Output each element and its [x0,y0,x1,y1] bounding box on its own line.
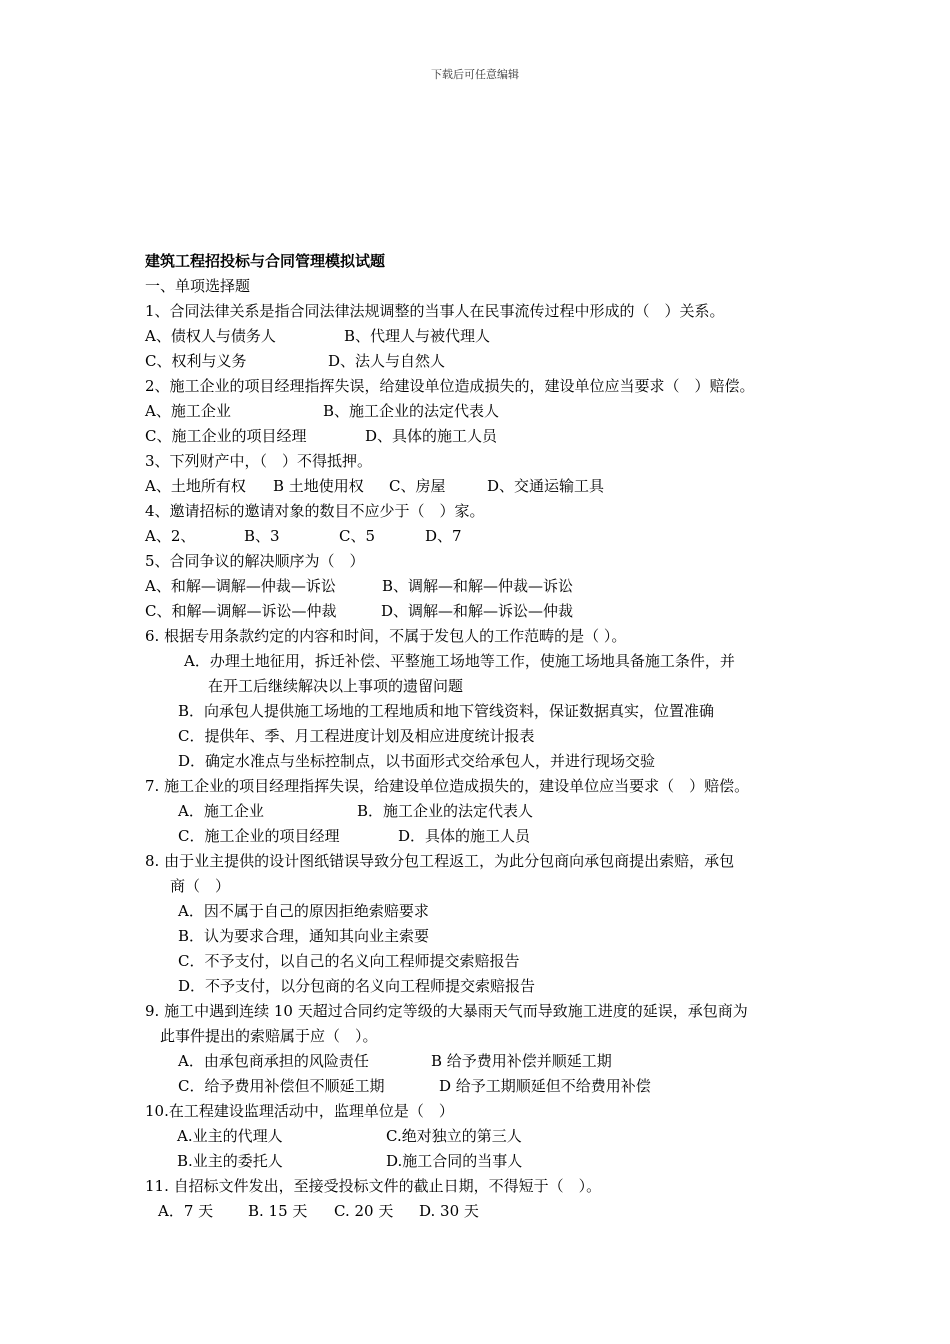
q1-option-d: D、法人与自然人 [328,352,446,370]
document-title: 建筑工程招投标与合同管理模拟试题 [145,252,386,270]
question-8: 8. 由于业主提供的设计图纸错误导致分包工程返工，为此分包商向承包商提出索赔，承包 [145,852,735,870]
question-9-continued: 此事件提出的索赔属于应（ ）。 [160,1027,378,1045]
question-7: 7. 施工企业的项目经理指挥失误，给建设单位造成损失的，建设单位应当要求（ ）赔偿。 [145,777,750,795]
question-4: 4、邀请招标的邀请对象的数目不应少于（ ）家。 [145,502,485,520]
q4-option-b: B、3 [244,527,280,545]
q3-option-c: C、房屋 [389,477,446,495]
q6-option-a-continued: 在开工后继续解决以上事项的遗留问题 [208,677,464,695]
question-2: 2、施工企业的项目经理指挥失误，给建设单位造成损失的，建设单位应当要求（ ）赔偿。 [145,377,755,395]
q1-option-b: B、代理人与被代理人 [344,327,491,345]
q8-option-c: C．不予支付，以自己的名义向工程师提交索赔报告 [178,952,520,970]
q6-option-d: D．确定水准点与坐标控制点，以书面形式交给承包人，并进行现场交验 [178,752,656,770]
q2-option-b: B、施工企业的法定代表人 [323,402,500,420]
question-1: 1、合同法律关系是指合同法律法规调整的当事人在民事流传过程中形成的（ ）关系。 [145,302,725,320]
q1-option-a: A、债权人与债务人 [145,327,276,345]
q7-option-b: B．施工企业的法定代表人 [357,802,534,820]
q5-option-d: D、调解—和解—诉讼—仲裁 [381,602,574,620]
q11-option-d: D. 30 天 [419,1202,479,1220]
question-11: 11. 自招标文件发出，至接受投标文件的截止日期，不得短于（ ）。 [145,1177,602,1195]
q7-option-d: D．具体的施工人员 [398,827,531,845]
q3-option-b: B 土地使用权 [273,477,364,495]
q1-option-c: C、权利与义务 [145,352,247,370]
q7-option-a: A．施工企业 [178,802,264,820]
question-8-continued: 商（ ） [170,877,231,895]
q8-option-d: D．不予支付，以分包商的名义向工程师提交索赔报告 [178,977,536,995]
q9-option-c: C．给予费用补偿但不顺延工期 [178,1077,385,1095]
q3-option-a: A、土地所有权 [145,477,246,495]
q6-option-b: B．向承包人提供施工场地的工程地质和地下管线资料，保证数据真实，位置准确 [178,702,715,720]
q9-option-d: D 给予工期顺延但不给费用补偿 [439,1077,651,1095]
q5-option-b: B、调解—和解—仲裁—诉讼 [382,577,574,595]
q10-option-a: A.业主的代理人 [177,1127,283,1145]
question-10: 10.在工程建设监理活动中，监理单位是（ ） [145,1102,454,1120]
q6-option-c: C．提供年、季、月工程进度计划及相应进度统计报表 [178,727,535,745]
q6-option-a: A．办理土地征用，拆迁补偿、平整施工场地等工作，使施工场地具备施工条件，并 [184,652,735,670]
q8-option-b: B．认为要求合理，通知其向业主索要 [178,927,430,945]
q3-option-d: D、交通运输工具 [487,477,605,495]
section-heading: 一、单项选择题 [145,277,251,295]
question-9: 9. 施工中遇到连续 10 天超过合同约定等级的大暴雨天气而导致施工进度的延误，承包商为 [145,1002,748,1020]
q5-option-a: A、和解—调解—仲裁—诉讼 [145,577,336,595]
q9-option-b: B 给予费用补偿并顺延工期 [431,1052,612,1070]
q4-option-a: A、2、 [145,527,196,545]
q11-option-b: B. 15 天 [248,1202,308,1220]
q2-option-a: A、施工企业 [145,402,231,420]
q10-option-d: D.施工合同的当事人 [386,1152,523,1170]
q11-option-c: C. 20 天 [334,1202,394,1220]
question-6: 6. 根据专用条款约定的内容和时间，不属于发包人的工作范畴的是（ ）。 [145,627,627,645]
q8-option-a: A．因不属于自己的原因拒绝索赔要求 [178,902,429,920]
q10-option-c: C.绝对独立的第三人 [386,1127,522,1145]
question-5: 5、合同争议的解决顺序为（ ） [145,552,365,570]
q7-option-c: C．施工企业的项目经理 [178,827,340,845]
q10-option-b: B.业主的委托人 [177,1152,283,1170]
q11-option-a: A．7 天 [158,1202,214,1220]
q2-option-c: C、施工企业的项目经理 [145,427,307,445]
q9-option-a: A．由承包商承担的风险责任 [178,1052,369,1070]
question-3: 3、下列财产中，（ ）不得抵押。 [145,452,373,470]
q4-option-d: D、7 [425,527,462,545]
q4-option-c: C、5 [339,527,376,545]
q5-option-c: C、和解—调解—诉讼—仲裁 [145,602,337,620]
page-header: 下载后可任意编辑 [431,68,519,81]
q2-option-d: D、具体的施工人员 [365,427,498,445]
